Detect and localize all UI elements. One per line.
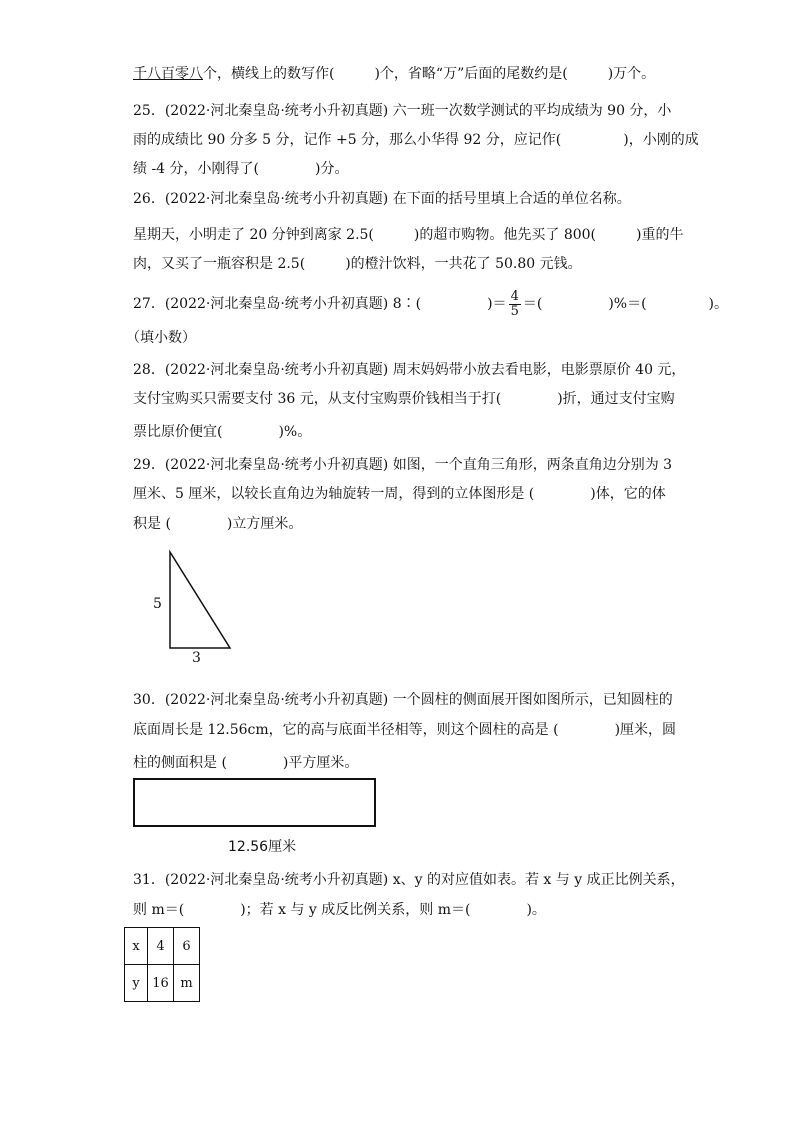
question-29-line-3 <box>133 514 302 534</box>
question-28-line-3 <box>133 422 311 442</box>
fraction-numerator: 4 <box>510 288 519 304</box>
question-26-line-2 <box>133 225 683 245</box>
text: )平方厘米。 <box>282 755 359 771</box>
question-30-line-2 <box>133 720 676 740</box>
table-cell: 16 <box>148 965 174 1002</box>
triangle-label-vertical: 5 <box>153 596 162 612</box>
text: 绩 -4 分，小刚得了( <box>133 161 259 177</box>
text: 雨的成绩比 90 分多 5 分，记作 +5 分，那么小华得 92 分，应记作( <box>133 132 562 148</box>
table-cell: 4 <box>148 928 174 965</box>
table-cell: x <box>125 928 148 965</box>
text: )的橙汁饮料，一共花了 50.80 元钱。 <box>345 256 582 272</box>
text: )的超市购物。他先买了 800( <box>413 227 597 243</box>
text: )立方厘米。 <box>226 516 303 532</box>
question-27-line-1 <box>133 289 728 319</box>
question-25-line-2 <box>133 130 699 150</box>
text: 厘米、5 厘米，以较长直角边为轴旋转一周，得到的立体图形是 ( <box>133 486 535 502</box>
question-25-line-3 <box>133 159 348 179</box>
question-28-line-2 <box>133 389 675 409</box>
text: )；若 x 与 y 成反比例关系，则 m＝( <box>240 902 471 918</box>
text: )。 <box>526 902 546 918</box>
question-29-line-1: 29．(2022·河北秦皇岛·统考小升初真题) 如图，一个直角三角形，两条直角边分别为 3 <box>133 457 673 473</box>
question-30-line-3 <box>133 753 358 773</box>
right-triangle-figure <box>160 548 240 654</box>
text: )。 <box>708 296 729 312</box>
cylinder-lateral-rectangle <box>133 778 376 827</box>
fraction <box>509 290 521 319</box>
question-31-line-2 <box>133 900 546 920</box>
question-30-line-1: 30．(2022·河北秦皇岛·统考小升初真题) 一个圆柱的侧面展开图如图所示，已知圆柱的 <box>133 692 673 708</box>
text: )%＝( <box>608 296 647 312</box>
text-line <box>133 64 655 84</box>
question-28-line-1: 28．(2022·河北秦皇岛·统考小升初真题) 周末妈妈带小放去看电影，电影票原价 40 元， <box>133 362 686 378</box>
question-29-line-2 <box>133 484 666 504</box>
text: 星期天，小明走了 20 分钟到离家 2.5( <box>133 227 374 243</box>
text: ＝( <box>522 296 543 312</box>
text: 肉，又买了一瓶容积是 2.5( <box>133 256 306 272</box>
question-27-line-2: （填小数） <box>126 330 196 346</box>
table-row <box>125 928 200 965</box>
question-31-line-1: 31．(2022·河北秦皇岛·统考小升初真题) x、y 的对应值如表。若 x 与 y 成正比例关系， <box>133 872 685 888</box>
table-row <box>125 965 200 1002</box>
table-cell: y <box>125 965 148 1002</box>
text: )万个。 <box>607 66 656 82</box>
text: 支付宝购买只需要支付 36 元，从支付宝购票价钱相当于打( <box>133 391 502 407</box>
text: )，小刚的成 <box>623 132 699 148</box>
text: )分。 <box>315 161 349 177</box>
text: 底面周长是 12.56cm，它的高与底面半径相等，则这个圆柱的高是 ( <box>133 722 559 738</box>
table-cell: 6 <box>174 928 200 965</box>
fraction-denominator: 5 <box>510 303 519 319</box>
text: )折，通过支付宝购 <box>557 391 675 407</box>
question-26-line-1: 26．(2022·河北秦皇岛·统考小升初真题) 在下面的括号里填上合适的单位名称。 <box>133 191 631 207</box>
triangle-shape <box>170 552 230 648</box>
triangle-label-horizontal: 3 <box>192 650 201 666</box>
text: 个，横线上的数写作( <box>203 66 335 82</box>
text: 27．(2022·河北秦皇岛·统考小升初真题) 8∶( <box>133 296 422 312</box>
table-cell: m <box>174 965 200 1002</box>
underlined-number-words: 千八百零八 <box>133 66 203 82</box>
text: 则 m＝( <box>133 902 185 918</box>
question-25-line-1: 25．(2022·河北秦皇岛·统考小升初真题) 六一班一次数学测试的平均成绩为 90 分，小 <box>133 103 672 119</box>
text: )重的牛 <box>636 227 684 243</box>
text: )%。 <box>278 424 312 440</box>
text: 柱的侧面积是 ( <box>133 755 227 771</box>
text: 积是 ( <box>133 516 171 532</box>
text: 票比原价便宜( <box>133 424 223 440</box>
text: )厘米，圆 <box>614 722 677 738</box>
rectangle-length-label: 12.56厘米 <box>228 839 297 855</box>
text: )个，省略“万”后面的尾数约是( <box>374 66 568 82</box>
text: )＝ <box>487 296 507 312</box>
text: )体，它的体 <box>590 486 666 502</box>
question-26-line-3 <box>133 254 582 274</box>
xy-value-table <box>124 927 200 1002</box>
